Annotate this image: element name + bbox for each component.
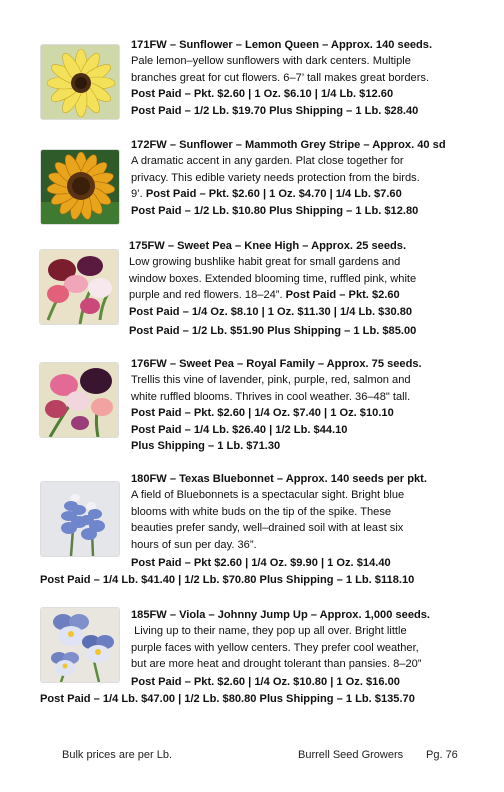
footer-bulk-note: Bulk prices are per Lb.: [62, 749, 173, 761]
price-line: Post Paid – Pkt. $2.60 | 1/4 Oz. $7.40 | 1 Oz. $10.10: [131, 407, 394, 420]
texas-bluebonnet-icon: [41, 482, 119, 556]
price-line: Post Paid – 1/2 Lb. $19.70 Plus Shipping – 1 Lb. $28.40: [131, 104, 419, 117]
price-line: Post Paid – Pkt $2.60 | 1/4 Oz. $9.90 | 1 Oz. $14.40: [131, 557, 391, 570]
price-line: Post Paid – 1/4 Oz. $8.10 | 1 Oz. $11.30 | 1/4 Lb. $30.80: [129, 305, 413, 318]
product-description-line: window boxes. Extended blooming time, ruffled pink, white: [129, 272, 417, 285]
product-description-line: hours of sun per day. 36”.: [131, 538, 257, 551]
footer-company: Burrell Seed Growers: [298, 749, 404, 761]
product-description-line: Living up to their name, they pop up all over. Bright little: [131, 625, 407, 638]
price-line: Post Paid – 1/2 Lb. $51.90 Plus Shipping – 1 Lb. $85.00: [129, 325, 417, 338]
product-title: 185FW – Viola – Johnny Jump Up – Approx. 1,000 seeds.: [131, 609, 431, 621]
price-line: Post Paid – 1/4 Lb. $41.40 | 1/2 Lb. $70.80 Plus Shipping – 1 Lb. $118.10: [40, 574, 415, 586]
price-line: Post Paid – 1/4 Lb. $26.40 | 1/2 Lb. $44.10: [131, 423, 348, 436]
product-description-line: 9’.: [131, 188, 143, 201]
product-title: 175FW – Sweet Pea – Knee High – Approx. 25 seeds.: [129, 240, 407, 252]
product-title: 176FW – Sweet Pea – Royal Family – Approx. 75 seeds.: [131, 358, 422, 370]
sunflower-lemon-queen-icon: [41, 45, 119, 119]
product-description-line: Pale lemon–yellow sunflowers with dark centers. Multiple: [131, 55, 411, 68]
sunflower-mammoth-icon: [41, 150, 119, 224]
product-description-line: purple and red flowers. 18–24”.: [129, 289, 283, 302]
product-description-line: blooms with white buds on the tip of the spike. These: [131, 505, 392, 518]
product-description-line: purple faces with yellow centers. They prefer cool weather,: [131, 641, 419, 654]
product-description-line: branches great for cut flowers. 6–7’ tall makes great borders.: [131, 71, 430, 84]
product-title: 180FW – Texas Bluebonnet – Approx. 140 seeds per pkt.: [131, 473, 427, 485]
product-description-line: beauties prefer sandy, well–drained soil with at least six: [131, 522, 404, 535]
product-title: 171FW – Sunflower – Lemon Queen – Approx. 140 seeds.: [131, 39, 433, 51]
price-line: Post Paid – 1/2 Lb. $10.80 Plus Shipping – 1 Lb. $12.80: [131, 204, 419, 217]
product-title: 172FW – Sunflower – Mammoth Grey Stripe – Approx. 40 sd: [131, 139, 446, 151]
product-description-line: A dramatic accent in any garden. Plat close together for: [131, 155, 404, 168]
price-line: Post Paid – Pkt. $2.60: [285, 289, 400, 302]
price-line: Post Paid – Pkt. $2.60 | 1 Oz. $4.70 | 1/4 Lb. $7.60: [145, 188, 402, 201]
sweet-pea-knee-high-icon: [40, 250, 118, 324]
sweet-pea-royal-family-icon: [40, 363, 118, 437]
product-description-line: Low growing bushlike habit great for small gardens and: [129, 256, 401, 269]
product-description-line: white ruffled blooms. Thrives in cool weather. 36–48" tall.: [131, 390, 411, 403]
price-line: Post Paid – Pkt. $2.60 | 1 Oz. $6.10 | 1/4 Lb. $12.60: [131, 88, 394, 101]
product-description-line: A field of Bluebonnets is a spectacular sight. Bright blue: [131, 489, 405, 502]
price-line: Plus Shipping – 1 Lb. $71.30: [131, 440, 281, 453]
price-line: Post Paid – 1/4 Lb. $47.00 | 1/2 Lb. $80.80 Plus Shipping – 1 Lb. $135.70: [40, 693, 415, 705]
product-description-line: Trellis this vine of lavender, pink, purple, red, salmon and: [131, 374, 411, 387]
page-number: Pg. 76: [426, 749, 458, 761]
price-line: Post Paid – Pkt. $2.60 | 1/4 Oz. $10.80 | 1 Oz. $16.00: [131, 675, 400, 688]
product-description-line: privacy. This edible variety needs protection from the birds.: [131, 171, 420, 184]
viola-johnny-jump-up-icon: [41, 608, 119, 682]
product-description-line: but are more heat and drought tolerant than pansies. 8–20”: [131, 658, 422, 671]
